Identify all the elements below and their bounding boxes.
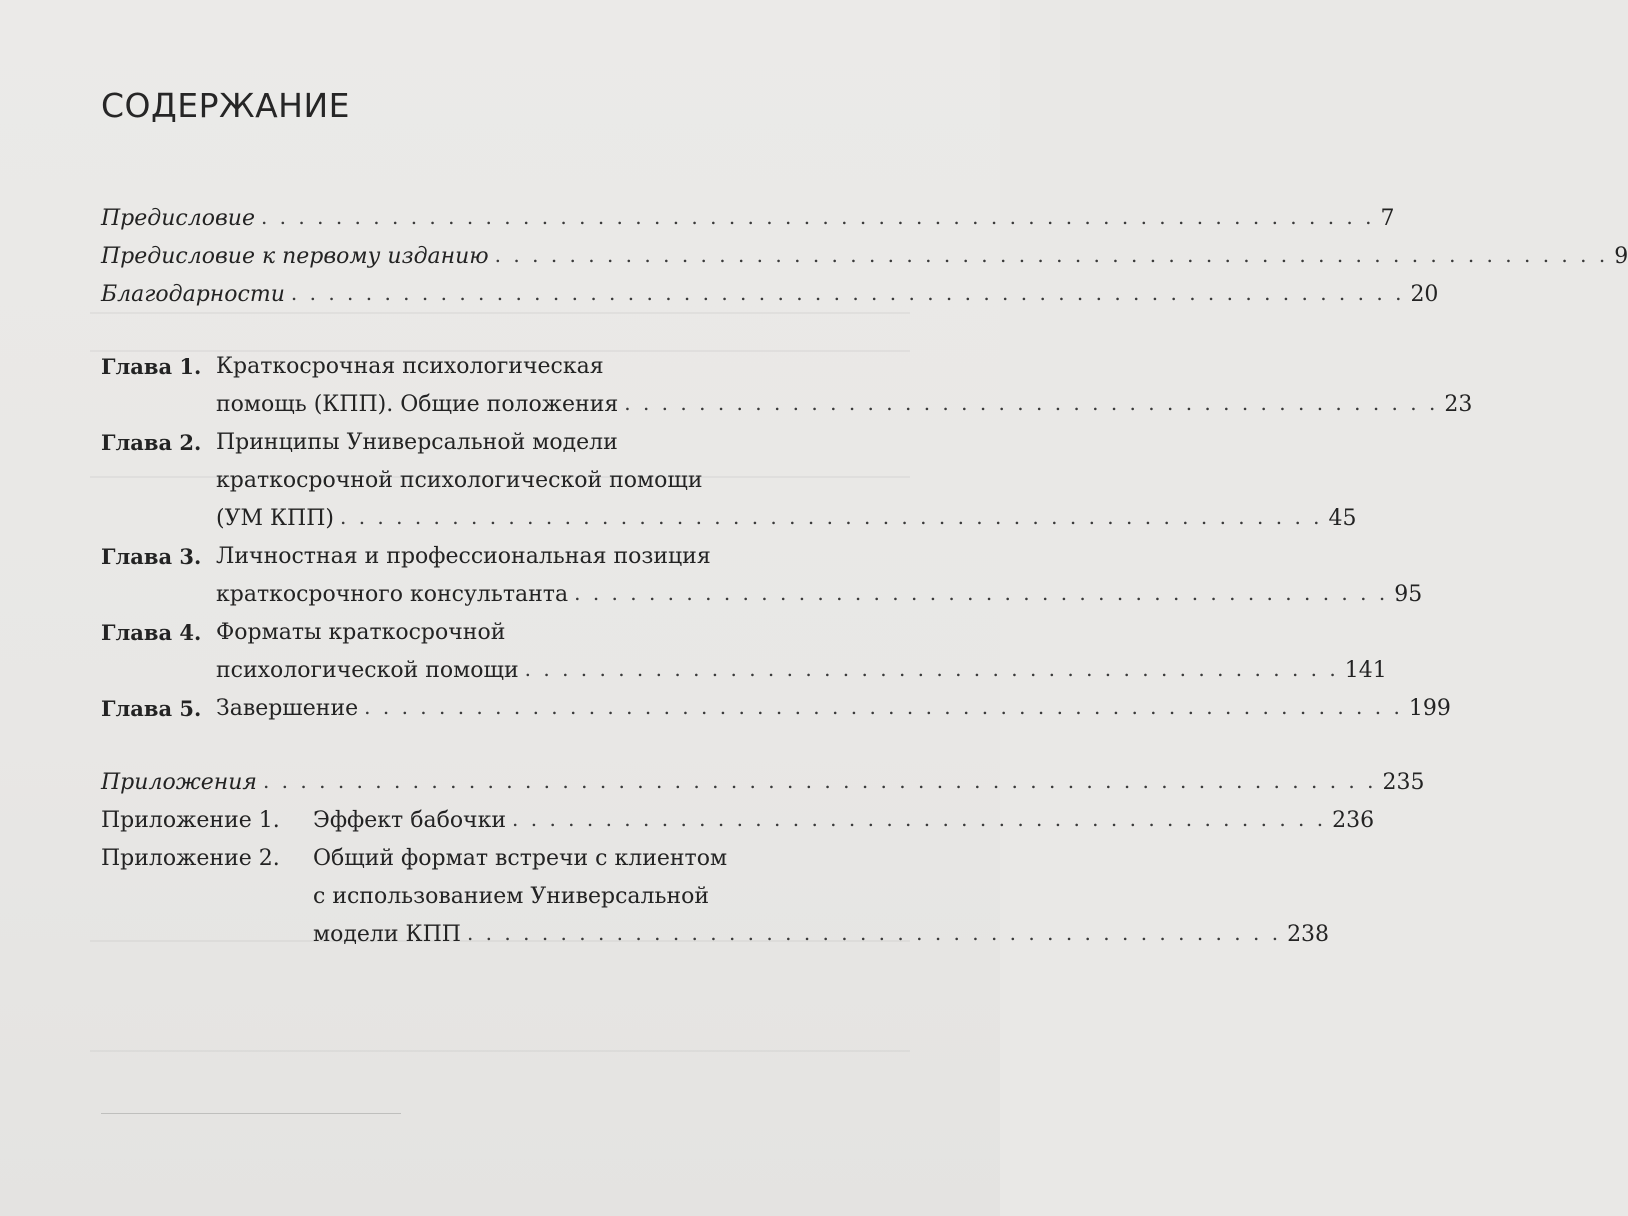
- leader-dots: . . . . . . . . . . . . . . . . . . . . . . . . . . . . . . . . . . . . . . . . . . . . . . . . . . . . . . . . . . . .: [494, 243, 1609, 267]
- chapter-title-line: краткосрочной психологической помощи: [216, 468, 703, 493]
- leader-dots: . . . . . . . . . . . . . . . . . . . . . . . . . . . . . . . . . . . . . . . . . . . . . . . . . . . . . . . .: [364, 695, 1403, 719]
- toc-page-number: 9: [1614, 244, 1628, 269]
- toc-entry-appendices: [101, 764, 1425, 802]
- toc-entry-label: Предисловие: [101, 206, 255, 231]
- toc-page-number: 95: [1394, 582, 1423, 607]
- toc-appendix-2: [101, 840, 1330, 954]
- chapter-title-line: помощь (КПП). Общие положения: [216, 392, 619, 417]
- chapter-label: Глава 3.: [101, 544, 202, 569]
- chapter-title-line: Завершение: [216, 696, 359, 721]
- chapter-title-line: Личностная и профессиональная позиция: [216, 544, 711, 569]
- chapter-title-line: психологической помощи: [216, 658, 519, 683]
- appendix-label: Приложение 2.: [101, 846, 280, 871]
- chapter-title-line: Форматы краткосрочной: [216, 620, 506, 645]
- toc-entry-label: Предисловие к первому изданию: [101, 244, 489, 269]
- toc-entry-preface: [101, 200, 1395, 238]
- toc-page-number: 45: [1328, 506, 1357, 531]
- leader-dots: . . . . . . . . . . . . . . . . . . . . . . . . . . . . . . . . . . . . . . . . . . . . . . . . . . . . . . . . . . . .: [260, 205, 1375, 229]
- page-title: СОДЕРЖАНИЕ: [101, 86, 351, 125]
- leader-dots: . . . . . . . . . . . . . . . . . . . . . . . . . . . . . . . . . . . . . . . . . . . .: [512, 807, 1327, 831]
- toc-page-number: 141: [1344, 658, 1387, 683]
- chapter-title-line: Принципы Универсальной модели: [216, 430, 618, 455]
- chapter-title-line: (УМ КПП): [216, 506, 334, 531]
- toc-chapter-2: [101, 424, 1357, 538]
- toc-entry-label: Благодарности: [101, 282, 285, 307]
- leader-dots: . . . . . . . . . . . . . . . . . . . . . . . . . . . . . . . . . . . . . . . . . . . . . . . . . . . . . . . . . . . .: [262, 769, 1377, 793]
- toc-entry-acknowledgements: [101, 276, 1439, 314]
- leader-dots: . . . . . . . . . . . . . . . . . . . . . . . . . . . . . . . . . . . . . . . . . . . .: [574, 581, 1389, 605]
- footnote-rule: [101, 1113, 401, 1114]
- toc-page-number: 199: [1408, 696, 1451, 721]
- chapter-title-line: Краткосрочная психологическая: [216, 354, 604, 379]
- leader-dots: . . . . . . . . . . . . . . . . . . . . . . . . . . . . . . . . . . . . . . . . . . . .: [624, 391, 1439, 415]
- chapter-title-line: краткосрочного консультанта: [216, 582, 569, 607]
- leader-dots: . . . . . . . . . . . . . . . . . . . . . . . . . . . . . . . . . . . . . . . . . . . . . . . . . . . . .: [339, 505, 1323, 529]
- toc-chapter-4: [101, 614, 1387, 690]
- chapter-label: Глава 5.: [101, 696, 202, 721]
- toc-chapter-5: [101, 690, 1451, 728]
- appendix-title-line: модели КПП: [313, 922, 461, 947]
- toc-page-number: 23: [1444, 392, 1473, 417]
- appendix-title-line: с использованием Универсальной: [313, 884, 710, 909]
- appendix-title-line: Общий формат встречи с клиентом: [313, 846, 728, 871]
- toc-entry-label: Приложения: [101, 770, 257, 795]
- toc-chapter-1: [101, 348, 1473, 424]
- table-of-contents: [101, 200, 1628, 954]
- leader-dots: . . . . . . . . . . . . . . . . . . . . . . . . . . . . . . . . . . . . . . . . . . . .: [524, 657, 1339, 681]
- toc-entry-first-edition-preface: [101, 238, 1628, 276]
- chapter-label: Глава 1.: [101, 354, 202, 379]
- chapter-label: Глава 2.: [101, 430, 202, 455]
- chapter-label: Глава 4.: [101, 620, 202, 645]
- appendix-label: Приложение 1.: [101, 808, 280, 833]
- toc-page-number: 238: [1287, 922, 1330, 947]
- toc-appendix-1: [101, 802, 1375, 840]
- appendix-title-line: Эффект бабочки: [313, 808, 507, 833]
- leader-dots: . . . . . . . . . . . . . . . . . . . . . . . . . . . . . . . . . . . . . . . . . . . .: [466, 921, 1282, 945]
- toc-page-number: 235: [1382, 770, 1425, 795]
- toc-page-number: 236: [1332, 808, 1375, 833]
- leader-dots: . . . . . . . . . . . . . . . . . . . . . . . . . . . . . . . . . . . . . . . . . . . . . . . . . . . . . . . . . . . .: [290, 281, 1405, 305]
- toc-chapter-3: [101, 538, 1423, 614]
- bleed-through-line: [90, 1050, 910, 1052]
- toc-page-number: 7: [1380, 206, 1395, 231]
- toc-page-number: 20: [1410, 282, 1439, 307]
